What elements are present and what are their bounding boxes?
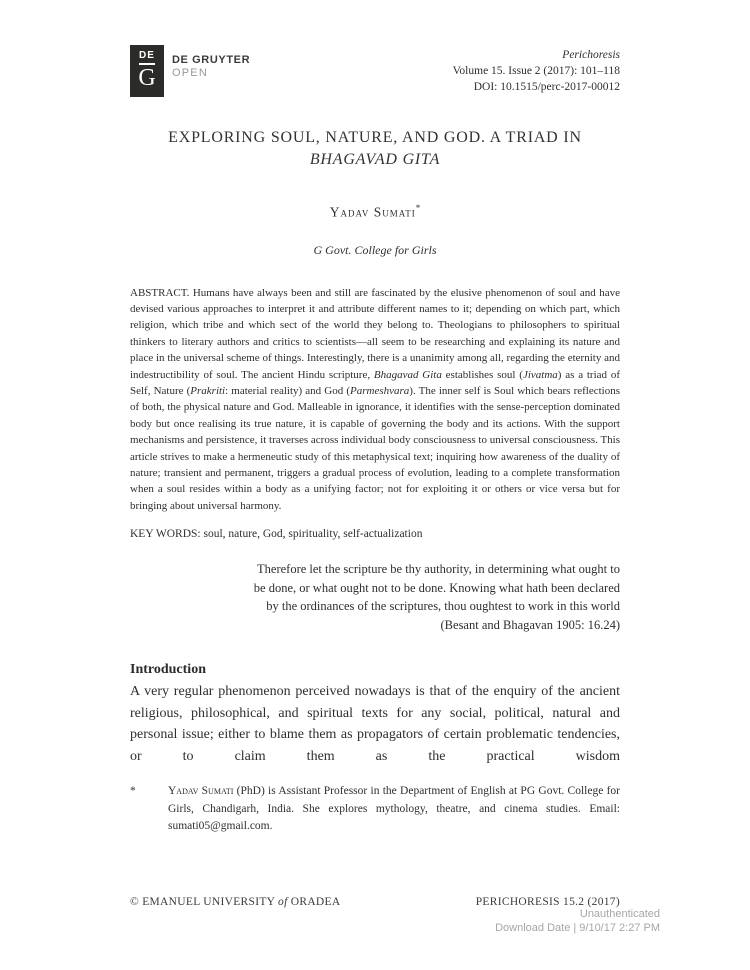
journal-volume-line: Volume 15. Issue 2 (2017): 101–118 <box>452 65 620 77</box>
epigraph-quote <box>190 560 620 634</box>
masthead <box>130 45 620 97</box>
article-title <box>130 127 620 171</box>
footnote-text: Yadav Sumati (PhD) is Assistant Professor in the Department of English at PG Govt. College for Girls, Chandigarh, India. She explores mythology, theatre, and cinema studies. Email: sumati05@gmail.com. <box>168 785 620 833</box>
author-affiliation: G Govt. College for Girls <box>313 242 437 257</box>
de-gruyter-logo <box>130 45 250 97</box>
stamp-download-date: Download Date | 9/10/17 2:27 PM <box>495 921 660 934</box>
section-heading-introduction: Introduction <box>130 662 206 678</box>
quote-line: be done, or what ought not to be done. Knowing what hath been declared <box>253 580 620 595</box>
journal-doi-line: DOI: 10.1515/perc-2017-00012 <box>473 81 620 93</box>
journal-info <box>453 45 620 95</box>
logo-publisher-name: DE GRUYTER <box>172 54 251 66</box>
page-footer <box>130 896 660 935</box>
download-stamp <box>476 908 660 935</box>
copyright-line: © EMANUEL UNIVERSITY of ORADEA <box>130 896 341 908</box>
article-title-line1: EXPLORING SOUL, NATURE, AND GOD. A TRIAD IN <box>168 129 582 146</box>
abstract-paragraph: ABSTRACT. Humans have always been and still are fascinated by the elusive phenomenon of soul and have devised various approaches to interpret it and attribute different names to it; depending on which part, which religion, which tribe and which sect of the world they belong to. Theologians to philosophers to spiritual thinkers to literary authors and critics to scientists—all seem to be researching and explaining its nature and place in the universal scheme of things. Interestingly, there is a unanimity among all, regarding the eternity and indestructibility of soul. The ancient Hindu scripture, Bhagavad Gita establishes soul (Jivatma) as a triad of Self, Nature (Prakriti: material reality) and God (Parmeshvara). The inner self is Soul which bears reflections of both, the physical nature and God. Malleable in ignorance, it identifies with the sense-perception dominated body but once realising its true nature, it is capable of governing the body and its actions. With the support mechanisms and persistence, it traverses across individual body consciousness to universal consciousness. This article strives to make a hermeneutic study of this metaphysical text; inquiring how awareness of the duality of nature; transient and permanent, triggers a gradual process of evolution, leading to a complete transformation when a soul resides within a body as a unifying factor; not for exploiting it or others or vice versa but for bringing about universal harmony. <box>130 286 620 512</box>
article-title-line2: BHAGAVAD GITA <box>309 151 441 168</box>
journal-title: Perichoresis <box>562 49 620 61</box>
intro-paragraph: A very regular phenomenon perceived nowadays is that of the enquiry of the ancient religious, philosophical, and spiritual texts for any social, political, natural and personal issue; either to blame them as propagators of certain problematic tendencies, or to claim them as the practical wisdom <box>130 684 620 764</box>
quote-attribution: (Besant and Bhagavan 1905: 16.24) <box>440 617 620 632</box>
logo-open-label: OPEN <box>172 67 208 79</box>
stamp-unauthenticated: Unauthenticated <box>579 908 660 920</box>
logo-g-letter: G <box>138 65 156 91</box>
keywords-line: KEY WORDS: soul, nature, God, spirituality, self-actualization <box>130 528 423 541</box>
author-name-text: Yadav Sumati <box>329 204 416 220</box>
author-footnote-marker: * <box>415 203 421 213</box>
logo-wordmark <box>172 45 250 97</box>
quote-line: Therefore let the scripture be thy authority, in determining what ought to <box>257 562 620 577</box>
footer-journal-line: PERICHORESIS 15.2 (2017) <box>475 896 620 908</box>
quote-line: by the ordinances of the scriptures, thou oughtest to work in this world <box>266 599 620 614</box>
de-gruyter-logo-icon <box>130 45 164 97</box>
author-name <box>130 203 620 221</box>
footnote-marker: * <box>130 785 136 798</box>
footer-right <box>475 896 660 935</box>
author-footnote <box>130 783 620 836</box>
logo-de-text: DE <box>139 50 155 61</box>
